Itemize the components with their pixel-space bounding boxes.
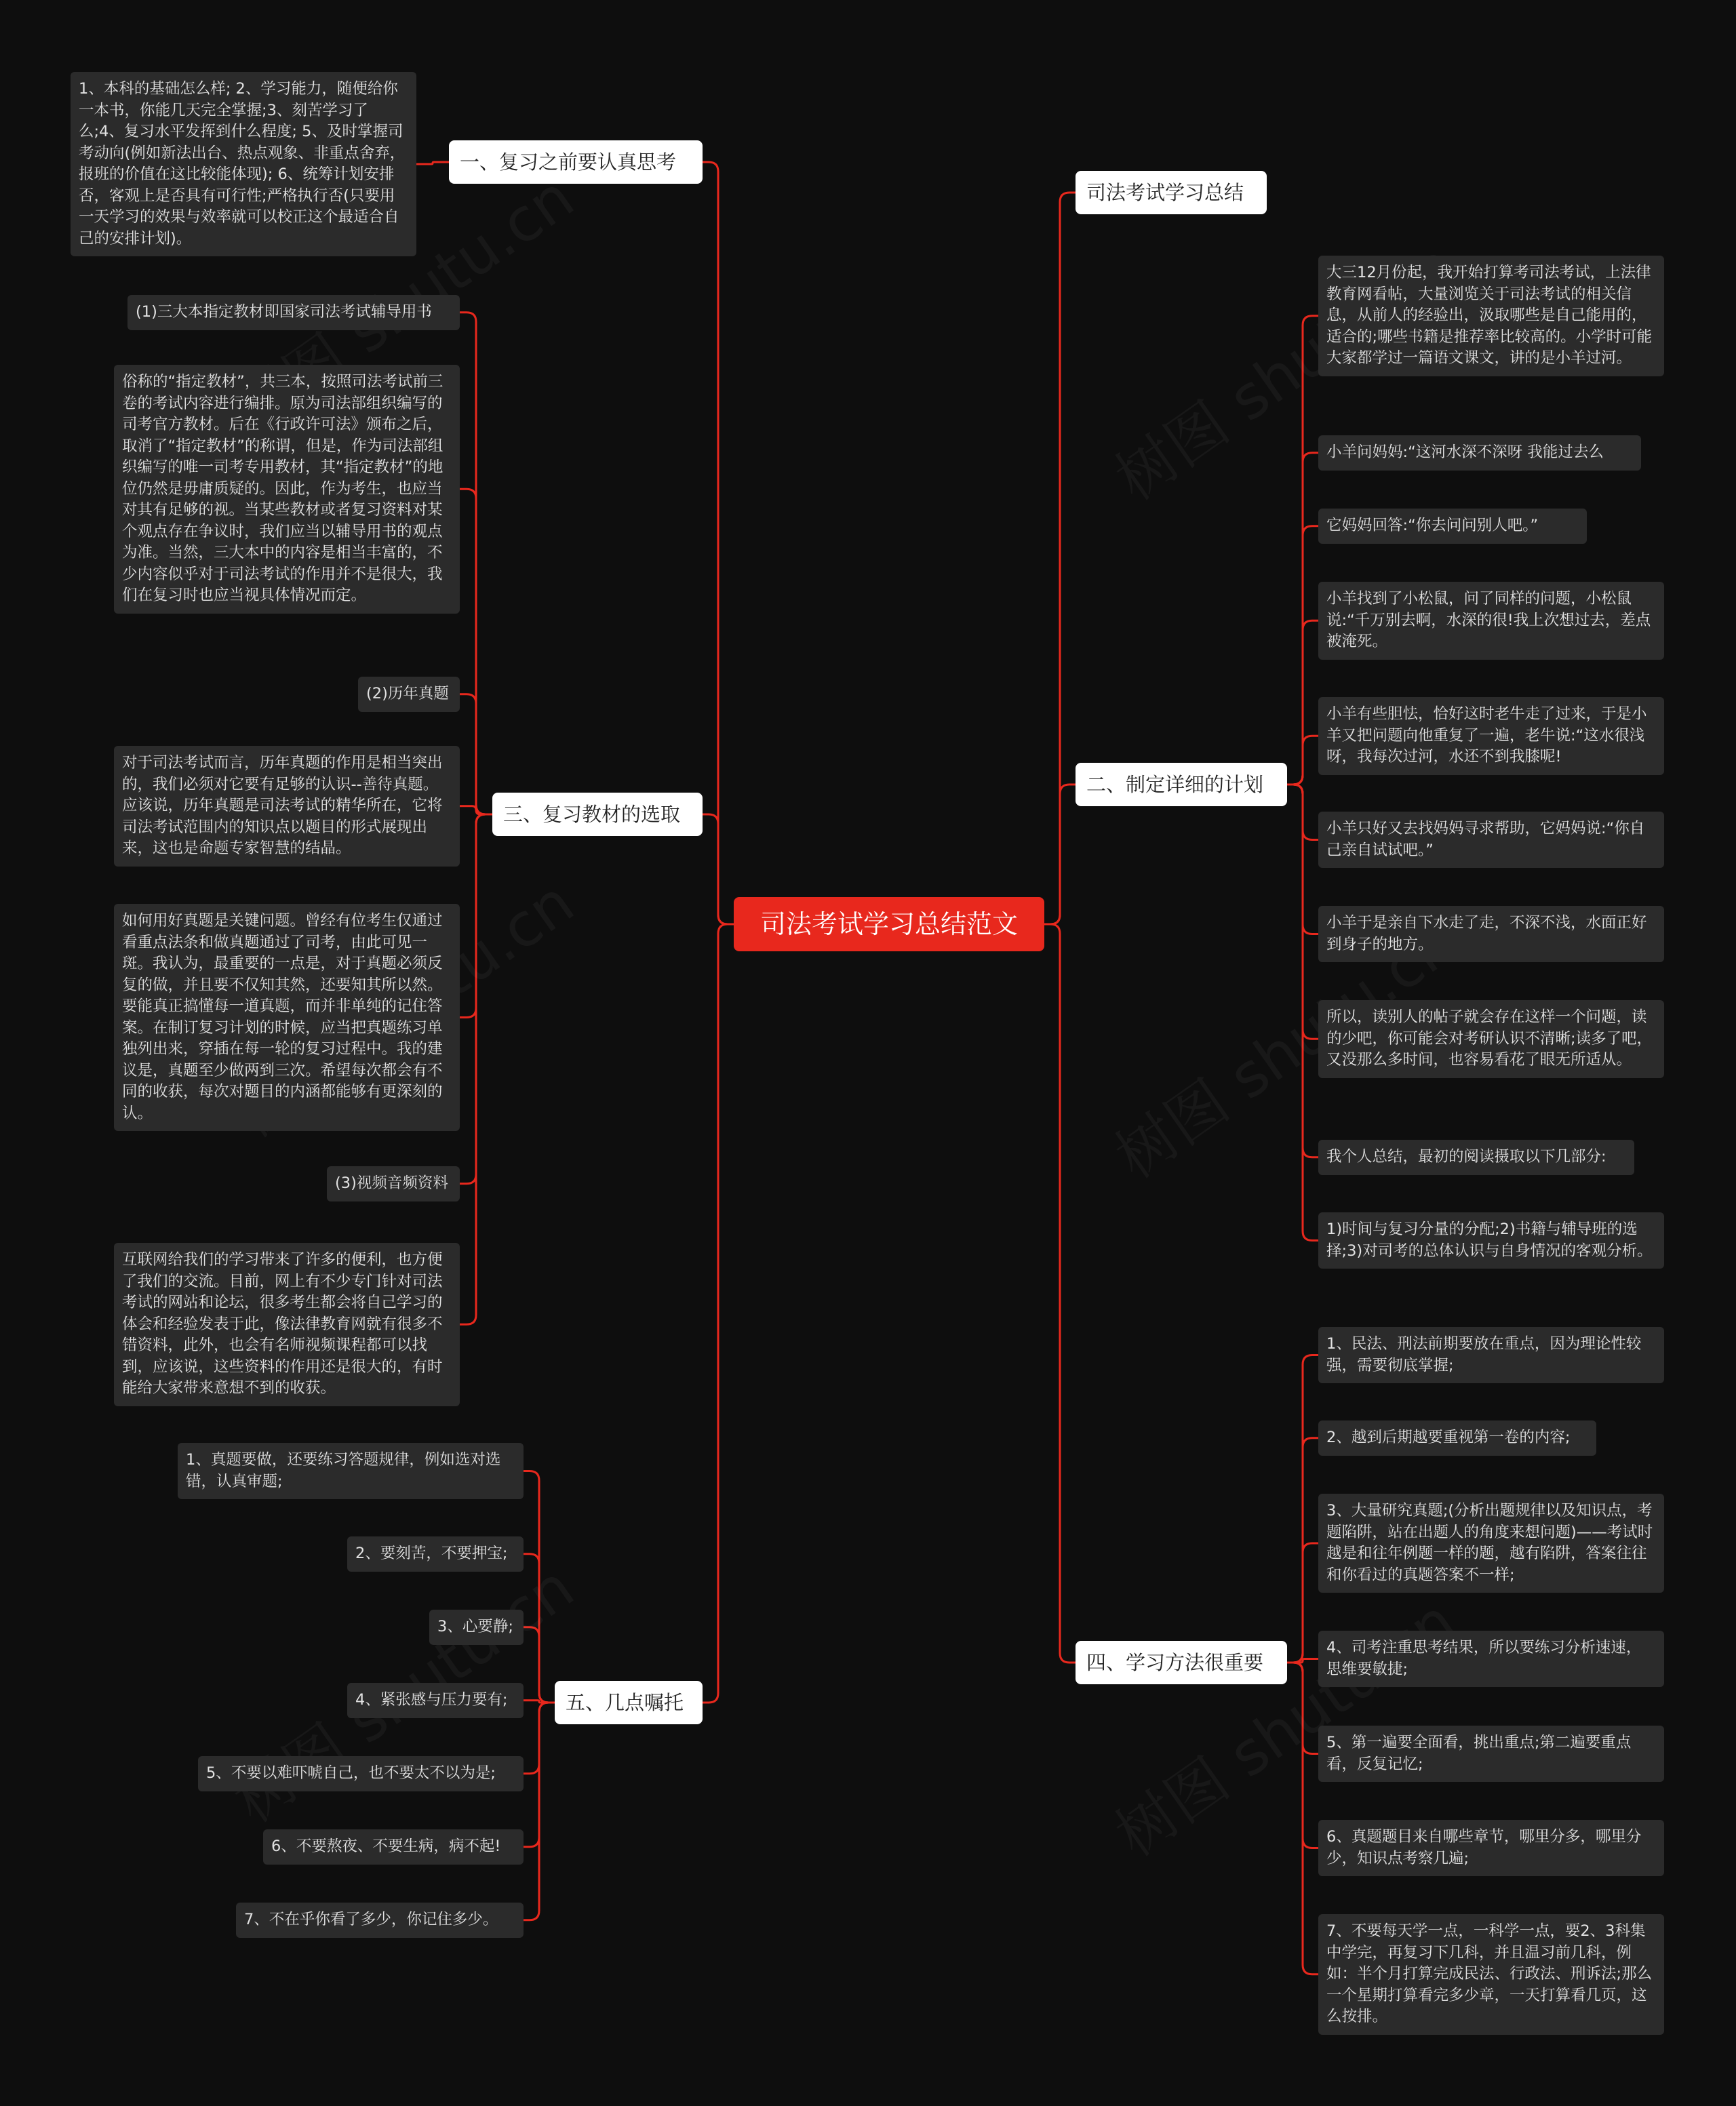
leaf-review-think-1[interactable]: 1、本科的基础怎么样; 2、学习能力，随便给你一本书，你能几天完全掌握;3、刻苦学习了么;4、复习水平发挥到什么程度; 5、及时掌握司考动向(例如新法出台、热点观象、非重点舍弃，报班的价值在这比较能体现); 6、统筹计划安排否，客观上是否具有可行性;严格执行否(只要用一天学习的效果与效率就可以校正这个最适合自己的安排计划)。 (71, 72, 416, 256)
leaf-plan-8[interactable]: 所以，读别人的帖子就会存在这样一个问题，读的少吧，你可能会对考研认识不清晰;读多了吧，又没那么多时间，也容易看花了眼无所适从。 (1318, 1000, 1664, 1078)
leaf-plan-10[interactable]: 1)时间与复习分量的分配;2)书籍与辅导班的选择;3)对司考的总体认识与自身情况的客观分析。 (1318, 1212, 1664, 1269)
root-connector (1044, 784, 1076, 924)
leaf-textbook-3[interactable]: (2)历年真题 (358, 677, 460, 712)
branch-study-method[interactable]: 四、学习方法很重要 (1076, 1641, 1287, 1684)
branch-connector (1287, 784, 1318, 1241)
leaf-method-1[interactable]: 1、民法、刑法前期要放在重点，因为理论性较强，需要彻底掌握; (1318, 1327, 1664, 1383)
leaf-plan-2[interactable]: 小羊问妈妈:“这河水深不深呀 我能过去么 (1318, 435, 1641, 471)
root-connector (1044, 924, 1076, 1663)
leaf-textbook-2[interactable]: 俗称的“指定教材”，共三本，按照司法考试前三卷的考试内容进行编排。原为司法部组织编写的司考官方教材。后在《行政许可法》颁布之后，取消了“指定教材”的称谓，但是，作为司法部组织编写的唯一司考专用教材，其“指定教材”的地位仍然是毋庸质疑的。因此，作为考生，也应当对其有足够的视。当某些教材或者复习资料对某个观点存在争议时，我们应当以辅导用书的观点为准。当然，三大本中的内容是相当丰富的，不少内容似乎对于司法考试的作用并不是很大，我们在复习时也应当视具体情况而定。 (114, 365, 460, 614)
leaf-advice-7[interactable]: 7、不在乎你看了多少，你记住多少。 (236, 1903, 524, 1938)
leaf-plan-3[interactable]: 它妈妈回答:“你去问问别人吧。” (1318, 509, 1587, 544)
branch-detailed-plan[interactable]: 二、制定详细的计划 (1076, 763, 1287, 806)
leaf-plan-5[interactable]: 小羊有些胆怯，恰好这时老牛走了过来，于是小羊又把问题向他重复了一遍，老牛说:“这水很浅呀，我每次过河，水还不到我膝呢! (1318, 697, 1664, 775)
leaf-textbook-4[interactable]: 对于司法考试而言，历年真题的作用是相当突出的，我们必须对它要有足够的认识--善待真题。应该说，历年真题是司法考试的精华所在，它将司法考试范围内的知识点以题目的形式展现出来，这也是命题专家智慧的结晶。 (114, 746, 460, 867)
branch-textbook-selection[interactable]: 三、复习教材的选取 (492, 793, 703, 836)
branch-advice[interactable]: 五、几点嘱托 (555, 1681, 703, 1724)
leaf-textbook-1[interactable]: (1)三大本指定教材即国家司法考试辅导用书 (127, 295, 460, 330)
leaf-advice-5[interactable]: 5、不要以难吓唬自己，也不要太不以为是; (198, 1756, 524, 1791)
leaf-advice-3[interactable]: 3、心要静; (429, 1610, 524, 1645)
root-topic[interactable]: 司法考试学习总结范文 (734, 897, 1044, 951)
leaf-advice-4[interactable]: 4、紧张感与压力要有; (347, 1683, 524, 1718)
root-connector (703, 924, 734, 1703)
leaf-plan-4[interactable]: 小羊找到了小松鼠，问了同样的问题，小松鼠说:“千万别去啊，水深的很!我上次想过去，差点被淹死。 (1318, 582, 1664, 660)
branch-connector (460, 806, 492, 814)
leaf-method-6[interactable]: 6、真题题目来自哪些章节，哪里分多，哪里分少，知识点考察几遍; (1318, 1820, 1664, 1876)
leaf-plan-7[interactable]: 小羊于是亲自下水走了走，不深不浅，水面正好到身子的地方。 (1318, 906, 1664, 962)
leaf-advice-1[interactable]: 1、真题要做，还要练习答题规律，例如选对选错，认真审题; (178, 1443, 524, 1499)
leaf-plan-6[interactable]: 小羊只好又去找妈妈寻求帮助，它妈妈说:“你自己亲自试试吧。” (1318, 812, 1664, 868)
leaf-method-5[interactable]: 5、第一遍要全面看，挑出重点;第二遍要重点看，反复记忆; (1318, 1726, 1664, 1782)
leaf-plan-1[interactable]: 大三12月份起，我开始打算考司法考试，上法律教育网看帖，大量浏览关于司法考试的相关信息，从前人的经验出，汲取哪些是自己能用的，适合的;哪些书籍是推荐率比较高的。小学时可能大家都学过一篇语文课文，讲的是小羊过河。 (1318, 256, 1664, 376)
leaf-plan-9[interactable]: 我个人总结，最初的阅读摄取以下几部分: (1318, 1140, 1634, 1175)
branch-connector (1287, 1663, 1318, 1974)
root-connector (703, 162, 734, 924)
branch-connector (524, 1627, 555, 1703)
branch-connector (460, 694, 492, 814)
branch-connector (524, 1703, 555, 1920)
branch-review-think[interactable]: 一、复习之前要认真思考 (449, 140, 703, 184)
branch-connector (1287, 1543, 1318, 1663)
leaf-textbook-6[interactable]: (3)视频音频资料 (327, 1166, 460, 1201)
root-connector (703, 814, 734, 924)
leaf-advice-2[interactable]: 2、要刻苦，不要押宝; (347, 1536, 524, 1572)
branch-connector (416, 162, 449, 164)
leaf-method-3[interactable]: 3、大量研究真题;(分析出题规律以及知识点，考题陷阱，站在出题人的角度来想问题)——考试时越是和往年例题一样的题，越有陷阱，答案往往和你看过的真题答案不一样; (1318, 1494, 1664, 1593)
branch-connector (460, 814, 492, 1324)
leaf-method-4[interactable]: 4、司考注重思考结果，所以要练习分析速速，思维要敏捷; (1318, 1631, 1664, 1687)
leaf-textbook-5[interactable]: 如何用好真题是关键问题。曾经有位考生仅通过看重点法条和做真题通过了司考，由此可见一斑。我认为，最重要的一点是，对于真题必须反复的做，并且要不仅知其然，还要知其所以然。要能真正搞懂每一道真题，而并非单纯的记住答案。在制订复习计划的时候，应当把真题练习单独列出来，穿插在每一轮的复习过程中。我的建议是，真题至少做两到三次。希望每次都会有不同的收获，每次对题目的内涵都能够有更深刻的认。 (114, 904, 460, 1131)
leaf-textbook-7[interactable]: 互联网给我们的学习带来了许多的便利，也方便了我们的交流。目前，网上有不少专门针对司法考试的网站和论坛，很多考生都会将自己学习的体会和经验发表于此，像法律教育网就有很多不错资料，此外，也会有名师视频课程都可以找到，应该说，这些资料的作用还是很大的，有时能给大家带来意想不到的收获。 (114, 1243, 460, 1406)
branch-connector (1287, 736, 1318, 784)
leaf-method-7[interactable]: 7、不要每天学一点，一科学一点，要2、3科集中学完，再复习下几科，并且温习前几科，例如：半个月打算完成民法、行政法、刑诉法;那么一个星期打算看完多少章，一天打算看几页，这么按排。 (1318, 1914, 1664, 2035)
branch-summary-title[interactable]: 司法考试学习总结 (1076, 171, 1267, 214)
leaf-method-2[interactable]: 2、越到后期越要重视第一卷的内容; (1318, 1420, 1596, 1456)
leaf-advice-6[interactable]: 6、不要熬夜、不要生病，病不起! (263, 1829, 524, 1865)
